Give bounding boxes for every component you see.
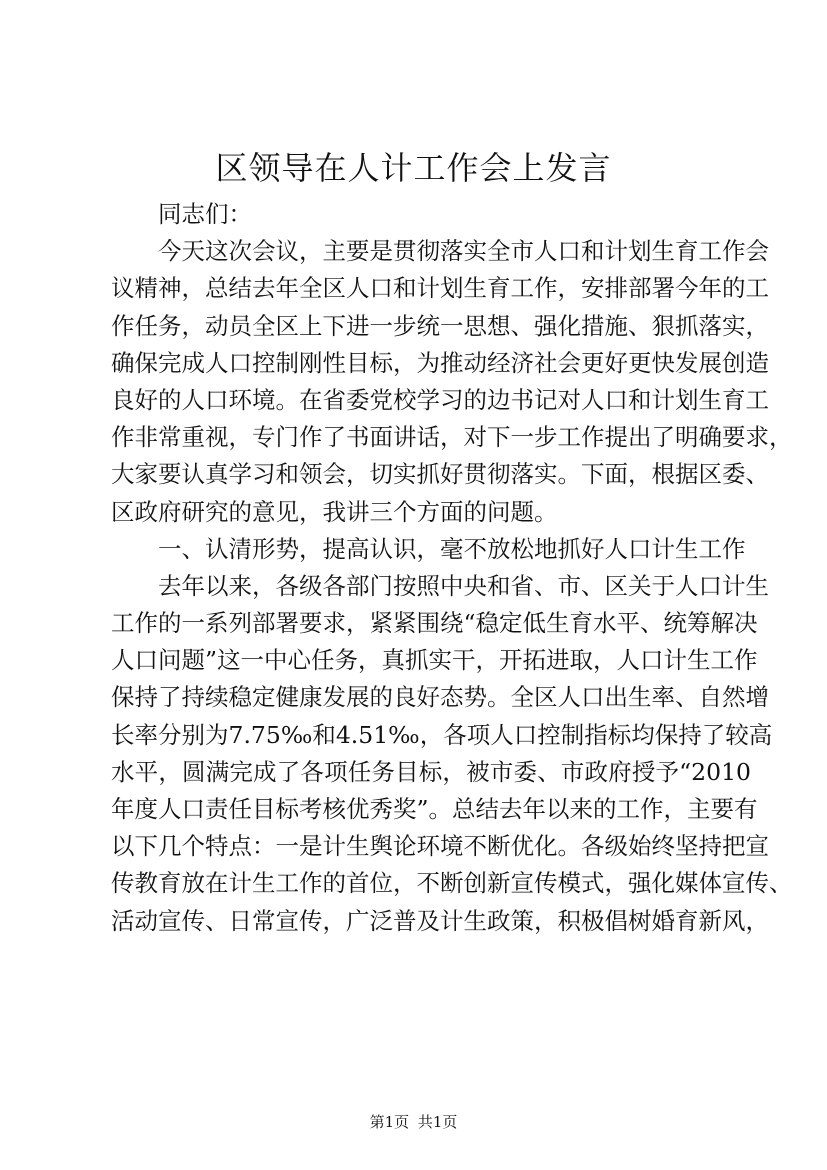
text-line: 人口问题”这一中心任务，真抓实干，开拓进取，人口计生工作 [111, 646, 758, 675]
text-line: 区政府研究的意见，我讲三个方面的问题。 [111, 497, 558, 526]
text-line: 作任务，动员全区上下进一步统一思想、强化措施、狠抓落实， [111, 311, 769, 340]
text-line: 传教育放在计生工作的首位，不断创新宣传模式，强化媒体宣传、 [111, 869, 793, 898]
text-line: 工作的一系列部署要求，紧紧围绕“稳定低生育水平、统筹解决 [111, 609, 758, 638]
text-line: 去年以来，各级各部门按照中央和省、市、区关于人口计生 [158, 571, 769, 600]
document-title: 区领导在人计工作会上发言 [215, 149, 612, 187]
text-line: 以下几个特点：一是计生舆论环境不断优化。各级始终坚持把宣 [111, 832, 769, 861]
text-line: 水平，圆满完成了各项任务目标，被市委、市政府授予“2010 [111, 757, 751, 786]
page-number: 第1页 [369, 1113, 410, 1131]
document-body [111, 196, 793, 940]
text-line: 大家要认真学习和领会，切实抓好贯彻落实。下面，根据区委、 [111, 460, 769, 489]
text-line: 活动宣传、日常宣传，广泛普及计生政策，积极倡树婚育新风， [111, 906, 769, 935]
text-line: 良好的人口环境。在省委党校学习的边书记对人口和计划生育工 [111, 385, 769, 414]
text-line: 一、认清形势，提高认识，毫不放松地抓好人口计生工作 [158, 534, 746, 563]
text-line: 年度人口责任目标考核优秀奖”。总结去年以来的工作，主要有 [111, 795, 758, 823]
page-footer [0, 1112, 827, 1132]
text-line: 议精神，总结去年全区人口和计划生育工作，安排部署今年的工 [111, 274, 769, 303]
text-line: 同志们： [158, 200, 252, 228]
text-line: 长率分别为7.75‰和4.51‰，各项人口控制指标均保持了较高 [111, 720, 773, 749]
text-line: 作非常重视，专门作了书面讲话，对下一步工作提出了明确要求， [111, 423, 793, 452]
text-line: 今天这次会议，主要是贯彻落实全市人口和计划生育工作会 [158, 237, 769, 266]
page-total: 共1页 [417, 1113, 458, 1131]
text-line: 保持了持续稳定健康发展的良好态势。全区人口出生率、自然增 [111, 683, 769, 712]
text-line: 确保完成人口控制刚性目标，为推动经济社会更好更快发展创造 [111, 348, 769, 377]
